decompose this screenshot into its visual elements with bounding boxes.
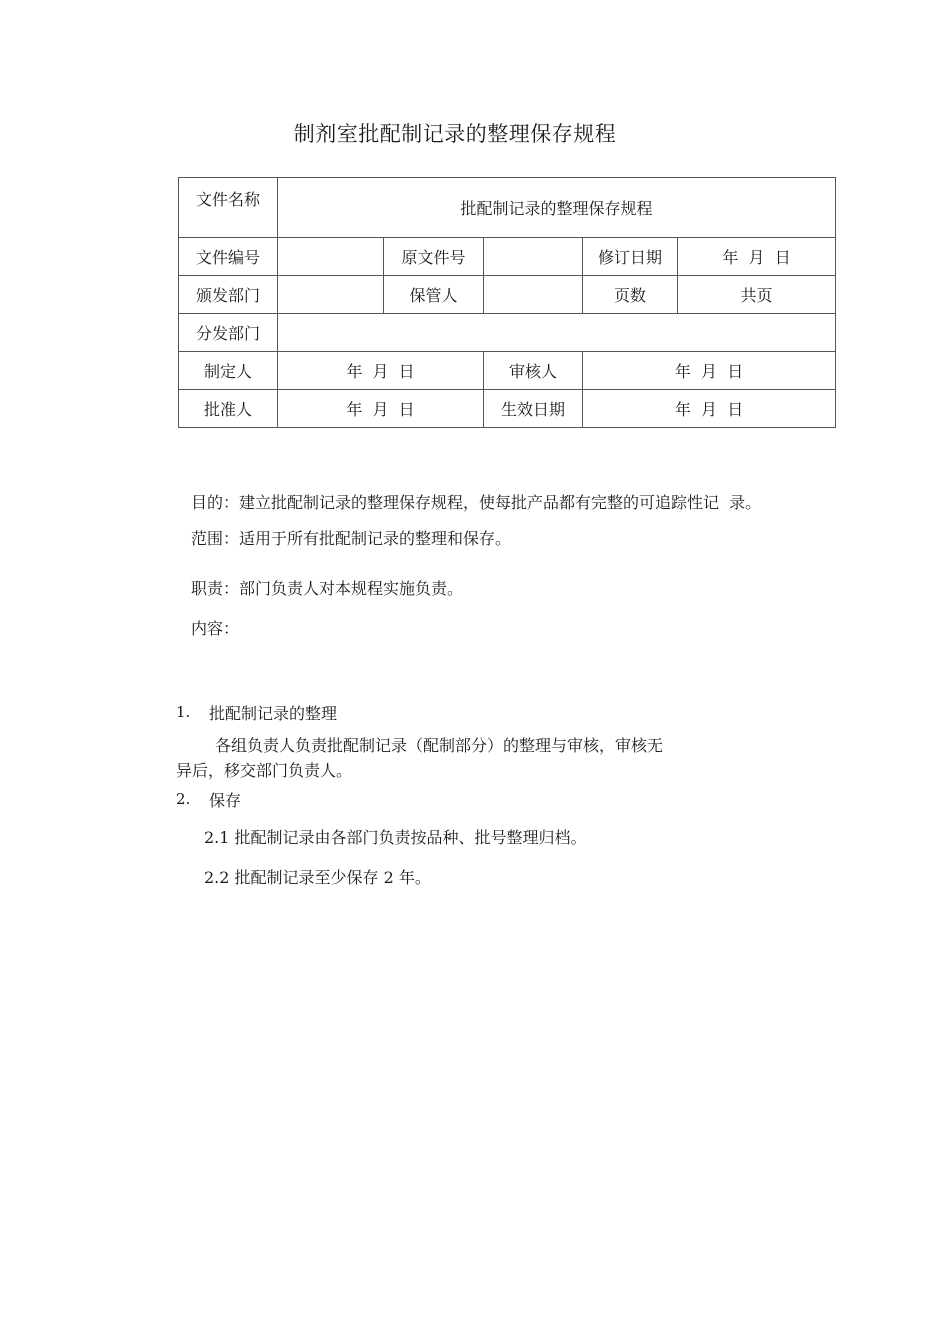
distribution-dept-value: [278, 314, 836, 352]
author-label: 制定人: [179, 352, 278, 390]
document-info-table: [178, 177, 836, 428]
file-number-value: [278, 238, 384, 276]
file-number-label: 文件编号: [179, 238, 278, 276]
section-2-item-1: 2.1 批配制记录由各部门负责按品种、批号整理归档。: [204, 828, 587, 847]
file-name-value: 批配制记录的整理保存规程: [278, 178, 836, 238]
table-row: [179, 276, 836, 314]
reviewer-date: 年 月 日: [583, 352, 836, 390]
issuing-dept-value: [278, 276, 384, 314]
table-row: [179, 390, 836, 428]
section-2-item-2: 2.2 批配制记录至少保存 2 年。: [204, 868, 431, 887]
purpose-text: 目的：建立批配制记录的整理保存规程，使每批产品都有完整的可追踪性记 录。: [191, 493, 762, 512]
section-2-heading: 保存: [209, 791, 242, 810]
reviewer-label: 审核人: [484, 352, 583, 390]
effective-date-label: 生效日期: [484, 390, 583, 428]
scope-text: 范围：适用于所有批配制记录的整理和保存。: [191, 529, 512, 548]
distribution-dept-label: 分发部门: [179, 314, 278, 352]
content-label: 内容：: [191, 619, 240, 638]
section-1-body-line2: 异后，移交部门负责人。: [176, 761, 353, 780]
page-count-value: 共页: [678, 276, 836, 314]
revision-date-label: 修订日期: [583, 238, 678, 276]
custodian-value: [484, 276, 583, 314]
file-name-label: 文件名称: [179, 178, 278, 238]
approver-date: 年 月 日: [278, 390, 484, 428]
effective-date-value: 年 月 日: [583, 390, 836, 428]
original-file-number-label: 原文件号: [384, 238, 484, 276]
author-date: 年 月 日: [278, 352, 484, 390]
table-row: [179, 178, 836, 238]
approver-label: 批准人: [179, 390, 278, 428]
section-1-heading: 批配制记录的整理: [209, 704, 338, 723]
document-title: 制剂室批配制记录的整理保存规程: [293, 122, 617, 146]
revision-date-value: 年 月 日: [678, 238, 836, 276]
section-1-number: 1.: [176, 703, 191, 721]
table-row: [179, 352, 836, 390]
table-row: [179, 314, 836, 352]
responsibility-text: 职责：部门负责人对本规程实施负责。: [191, 579, 464, 598]
table-row: [179, 238, 836, 276]
original-file-number-value: [484, 238, 583, 276]
issuing-dept-label: 颁发部门: [179, 276, 278, 314]
section-1-body-line1: 各组负责人负责批配制记录（配制部分）的整理与审核，审核无: [215, 736, 664, 755]
page-count-label: 页数: [583, 276, 678, 314]
section-2-number: 2.: [176, 790, 191, 808]
custodian-label: 保管人: [384, 276, 484, 314]
